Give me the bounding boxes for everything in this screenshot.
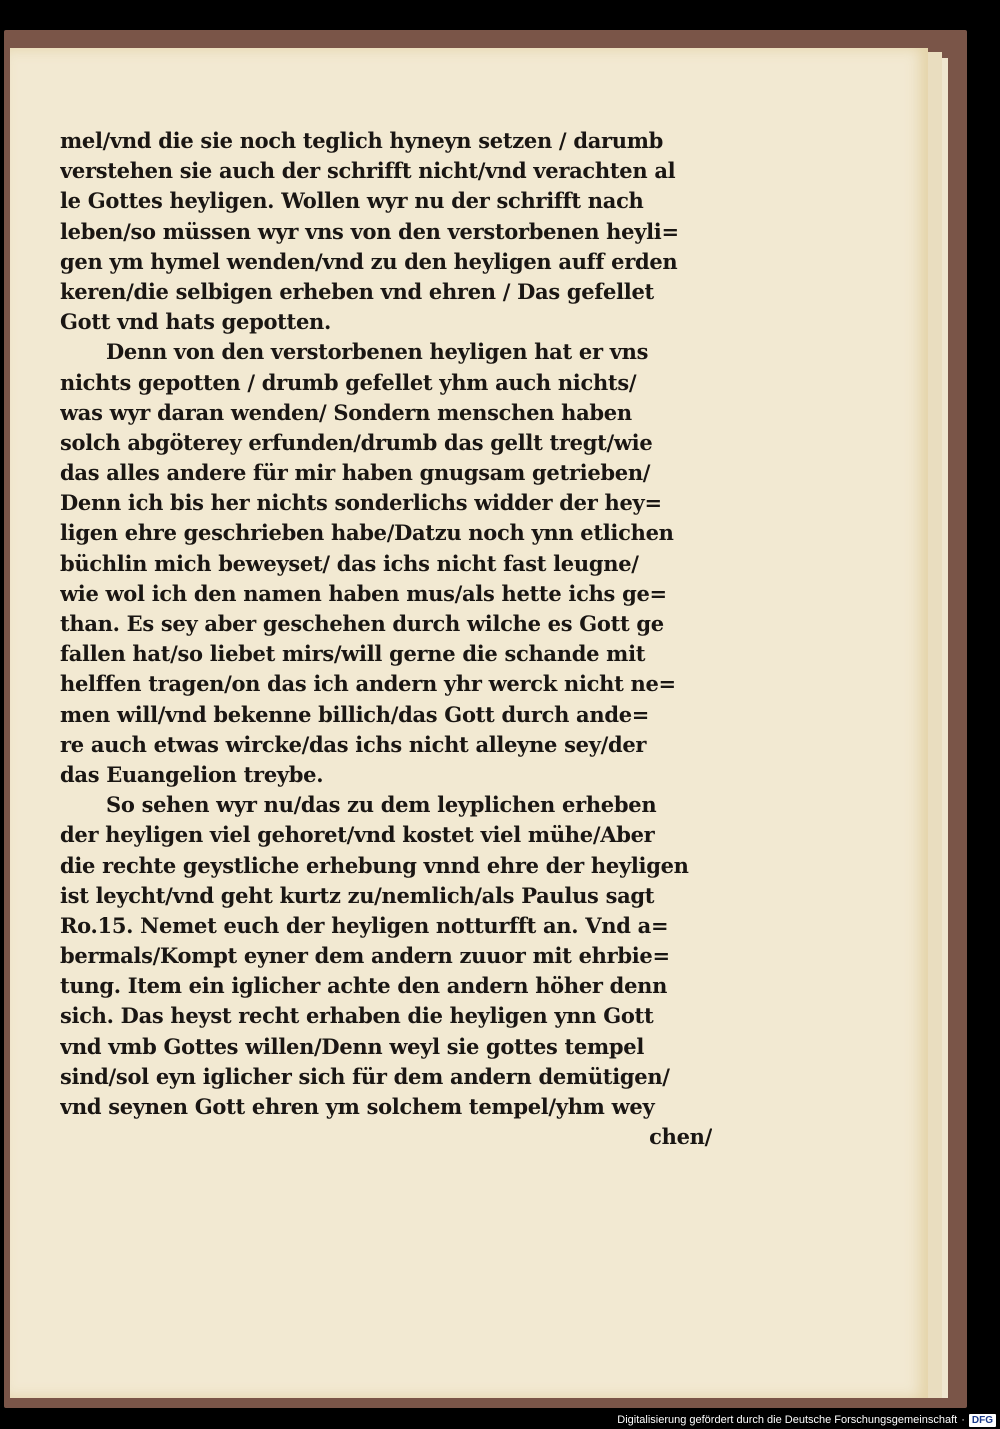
text-line: was wyr daran wenden/ Sondern menschen haben	[60, 399, 632, 425]
text-line: leben/so müssen wyr vns von den verstorbenen heyli=	[60, 218, 679, 244]
text-line: Gott vnd hats gepotten.	[60, 309, 332, 335]
footer-credit: Digitalisierung gefördert durch die Deutsche Forschungsgemeinschaft	[617, 1414, 958, 1426]
text-line: le Gottes heyligen. Wollen wyr nu der schrifft nach	[60, 188, 644, 214]
text-line: Denn ich bis her nichts sonderlichs widder der hey=	[60, 490, 662, 516]
text-line: die rechte geystliche erhebung vnnd ehre der heyligen	[60, 852, 689, 878]
catchword: chen/	[649, 1124, 712, 1150]
text-line: solch abgöterey erfunden/drumb das gellt tregt/wie	[60, 429, 653, 455]
text-line: ist leycht/vnd geht kurtz zu/nemlich/als Paulus sagt	[60, 882, 655, 908]
text-line: sind/sol eyn iglicher sich für dem andern demütigen/	[60, 1063, 670, 1089]
text-line: keren/die selbigen erheben vnd ehren / Das gefellet	[60, 278, 654, 304]
text-line: So sehen wyr nu/das zu dem leyplichen erheben	[106, 792, 657, 818]
text-line: fallen hat/so liebet mirs/will gerne die schande mit	[60, 641, 646, 667]
text-line: das alles andere für mir haben gnugsam getrieben/	[60, 460, 651, 486]
text-line: men will/vnd bekenne billich/das Gott durch ande=	[60, 701, 650, 727]
text-line: verstehen sie auch der schrifft nicht/vnd verachten al	[60, 158, 676, 184]
text-line: than. Es sey aber geschehen durch wilche es Gott ge	[60, 611, 664, 636]
text-line: Denn von den verstorbenen heyligen hat er vns	[106, 339, 649, 365]
dfg-logo: DFG	[969, 1414, 996, 1427]
text-line: sich. Das heyst recht erhaben die heyligen ynn Gott	[60, 1003, 654, 1029]
text-line: gen ym hymel wenden/vnd zu den heyligen auff erden	[60, 248, 678, 274]
text-line: tung. Item ein iglicher achte den andern höher denn	[60, 973, 668, 999]
text-line: der heyligen viel gehoret/vnd kostet viel mühe/Aber	[60, 822, 655, 848]
text-line: mel/vnd die sie noch teglich hyneyn setzen / darumb	[60, 128, 664, 153]
text-line: ligen ehre geschrieben habe/Datzu noch ynn etlichen	[60, 520, 674, 546]
text-line: büchlin mich beweyset/ das ichs nicht fast leugne/	[60, 550, 639, 576]
text-line: helffen tragen/on das ich andern yhr werck nicht ne=	[60, 671, 676, 697]
digitization-footer: Digitalisierung gefördert durch die Deutsche Forschungsgemeinschaft · DFG	[617, 1411, 996, 1429]
text-line: re auch etwas wircke/das ichs nicht alleyne sey/der	[60, 731, 647, 757]
text-line: vnd vmb Gottes willen/Denn weyl sie gottes tempel	[60, 1033, 645, 1059]
text-line: nichts gepotten / drumb gefellet yhm auch nichts/	[60, 369, 637, 395]
text-line: Ro.15. Nemet euch der heyligen notturfft an. Vnd a=	[60, 912, 669, 938]
text-line: vnd seynen Gott ehren ym solchem tempel/yhm wey	[60, 1094, 655, 1119]
page-text-block	[60, 126, 712, 1152]
text-line: wie wol ich den namen haben mus/als hette ichs ge=	[60, 580, 667, 606]
text-line: bermals/Kompt eyner dem andern zuuor mit ehrbie=	[60, 943, 670, 969]
text-line: das Euangelion treybe.	[60, 761, 324, 787]
